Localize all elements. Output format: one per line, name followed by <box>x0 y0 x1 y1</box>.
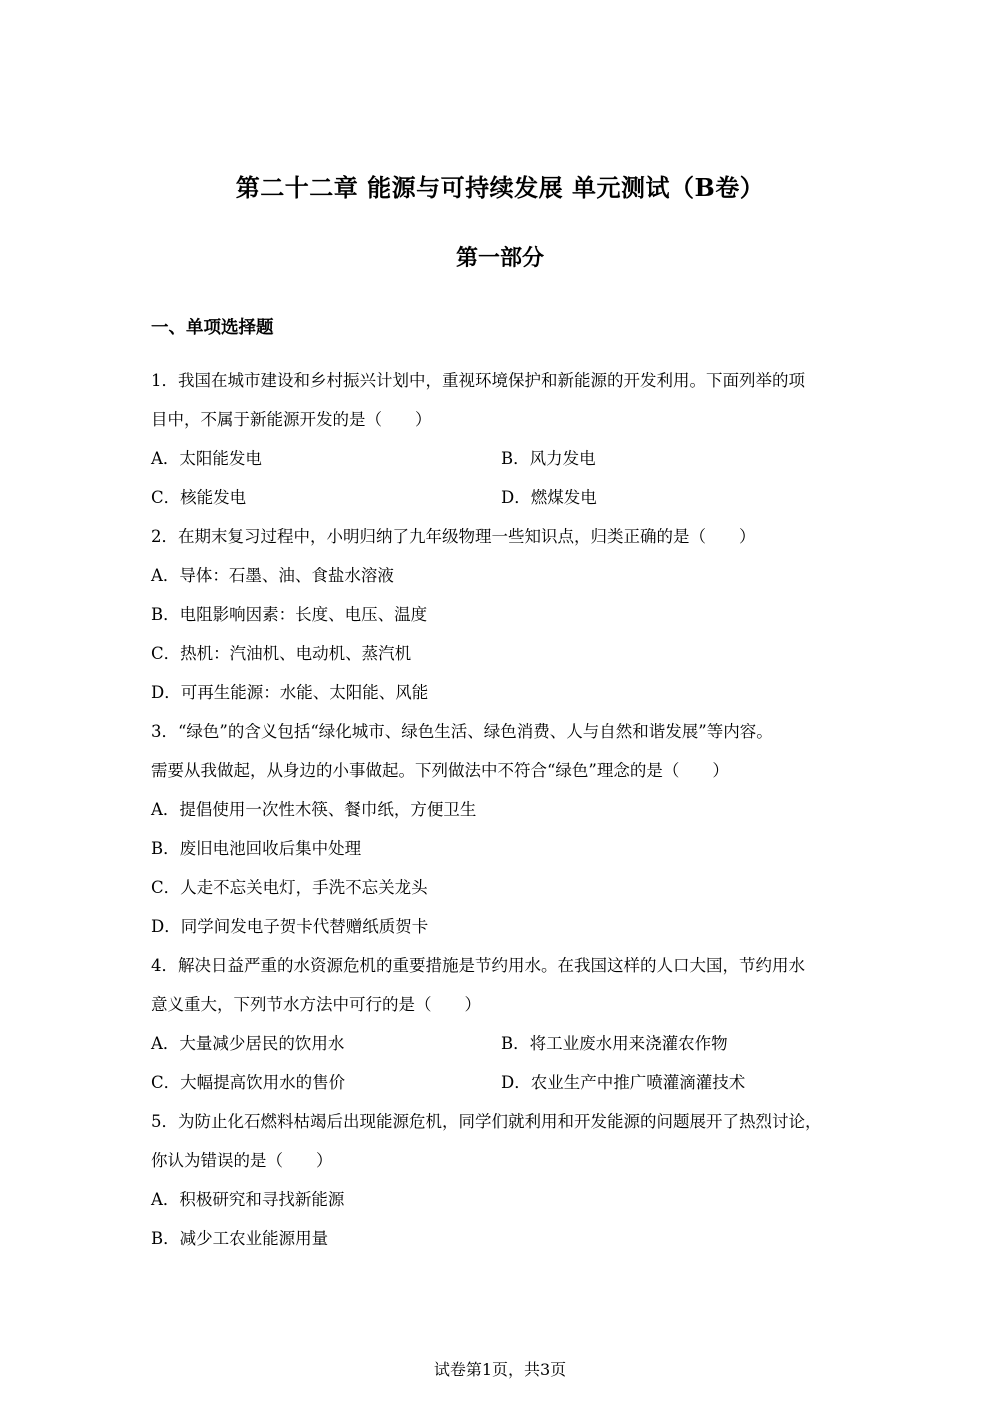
question-5-stem-line-2: 你认为错误的是（ ） <box>151 1151 333 1170</box>
document-title: 第二十二章 能源与可持续发展 单元测试（B卷） <box>235 173 765 202</box>
question-1-option-c: C．核能发电 <box>151 488 247 507</box>
section-heading: 一、单项选择题 <box>151 318 274 338</box>
question-4-stem-line-2: 意义重大，下列节水方法中可行的是（ ） <box>151 995 481 1014</box>
question-1-option-a: A．太阳能发电 <box>151 449 262 468</box>
page-footer: 试卷第1页，共3页 <box>433 1360 567 1379</box>
question-1-option-d: D．燃煤发电 <box>501 488 597 507</box>
question-3-stem-line-2: 需要从我做起，从身边的小事做起。下列做法中不符合“绿色”理念的是（ ） <box>151 761 729 780</box>
question-4-option-c: C．大幅提高饮用水的售价 <box>151 1073 346 1092</box>
part-title: 第一部分 <box>455 245 544 271</box>
question-3-stem-line-1: 3．“绿色”的含义包括“绿化城市、绿色生活、绿色消费、人与自然和谐发展”等内容。 <box>151 722 773 741</box>
question-2-option-c: C．热机：汽油机、电动机、蒸汽机 <box>151 644 412 663</box>
question-3-option-d: D．同学间发电子贺卡代替赠纸质贺卡 <box>151 917 429 936</box>
question-1-stem-line-2: 目中，不属于新能源开发的是（ ） <box>151 410 432 429</box>
question-2-option-a: A．导体：石墨、油、食盐水溶液 <box>151 566 394 585</box>
question-5-option-b: B．减少工农业能源用量 <box>151 1229 329 1248</box>
question-3-option-b: B．废旧电池回收后集中处理 <box>151 839 362 858</box>
question-4-stem-line-1: 4．解决日益严重的水资源危机的重要措施是节约用水。在我国这样的人口大国，节约用水 <box>151 956 805 975</box>
question-4-option-a: A．大量减少居民的饮用水 <box>151 1034 345 1053</box>
question-1-stem-line-1: 1．我国在城市建设和乡村振兴计划中，重视环境保护和新能源的开发利用。下面列举的项 <box>151 371 805 390</box>
question-4-option-d: D．农业生产中推广喷灌滴灌技术 <box>501 1073 746 1092</box>
question-4-option-b: B．将工业废水用来浇灌农作物 <box>501 1034 728 1053</box>
question-3-option-c: C．人走不忘关电灯，手洗不忘关龙头 <box>151 878 428 897</box>
question-2-stem-line-1: 2．在期末复习过程中，小明归纳了九年级物理一些知识点，归类正确的是（ ） <box>151 527 756 546</box>
question-5-option-a: A．积极研究和寻找新能源 <box>151 1190 345 1209</box>
question-1-option-b: B．风力发电 <box>501 449 596 468</box>
question-2-option-b: B．电阻影响因素：长度、电压、温度 <box>151 605 428 624</box>
question-2-option-d: D．可再生能源：水能、太阳能、风能 <box>151 683 429 702</box>
question-3-option-a: A．提倡使用一次性木筷、餐巾纸，方便卫生 <box>151 800 477 819</box>
question-5-stem-line-1: 5．为防止化石燃料枯竭后出现能源危机，同学们就利用和开发能源的问题展开了热烈讨论， <box>151 1112 822 1131</box>
